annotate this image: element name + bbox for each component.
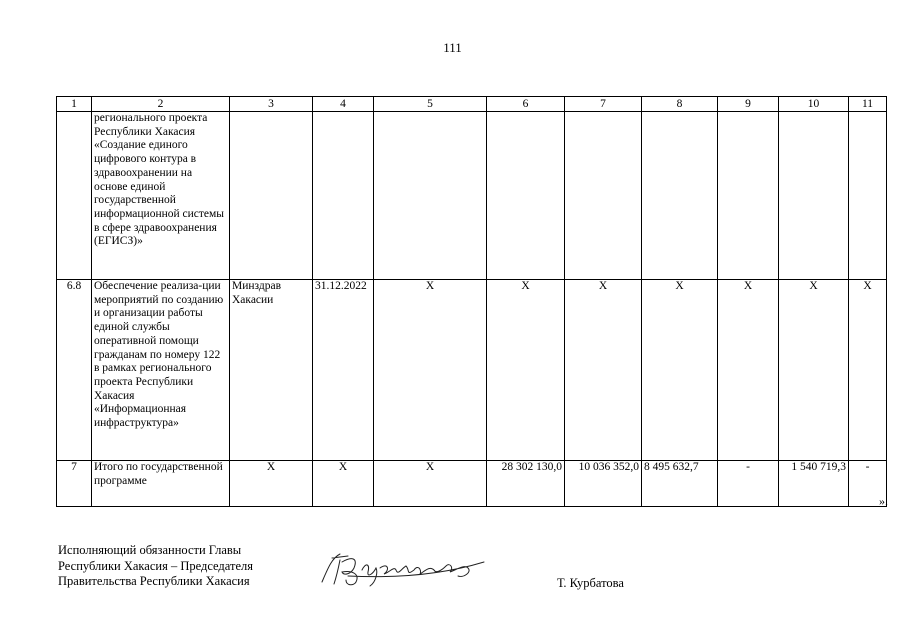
table-cell [849, 112, 887, 280]
header-cell: 9 [718, 97, 779, 112]
table-row [57, 461, 887, 507]
table-cell: - [849, 461, 887, 507]
position-line: Правительства Республики Хакасия [58, 574, 250, 588]
table-cell [487, 112, 565, 280]
header-cell: 3 [230, 97, 313, 112]
table-cell: X [230, 461, 313, 507]
table-cell: Обеспечение реализа-ции мероприятий по созданию и организации работы единой службы оперативной помощи гражданам по номеру 122 в рамках регионального проекта Республики Хакасия «Информационная инфраструктура» [92, 280, 230, 461]
table-cell: 10 036 352,0 [565, 461, 642, 507]
signatory-name: Т. Курбатова [557, 576, 624, 590]
signatory-position [58, 543, 253, 590]
table-row [57, 280, 887, 461]
table-cell: X [718, 280, 779, 461]
header-cell: 8 [642, 97, 718, 112]
table-cell: 31.12.2022 [313, 280, 374, 461]
table-cell: 7 [57, 461, 92, 507]
table-cell [57, 112, 92, 280]
header-row [57, 97, 887, 112]
table-cell [374, 112, 487, 280]
closing-quote: ». [879, 494, 888, 508]
table-cell: X [374, 280, 487, 461]
table-cell [565, 112, 642, 280]
table-cell [230, 112, 313, 280]
table-cell: 6.8 [57, 280, 92, 461]
handwritten-signature [318, 548, 488, 590]
header-cell: 2 [92, 97, 230, 112]
table-cell [718, 112, 779, 280]
table-cell: X [849, 280, 887, 461]
table-cell: X [313, 461, 374, 507]
header-cell: 11 [849, 97, 887, 112]
page-number: 111 [443, 40, 462, 55]
header-cell: 6 [487, 97, 565, 112]
position-line: Республики Хакасия – Председателя [58, 558, 254, 573]
table-cell: - [718, 461, 779, 507]
table-row [57, 112, 887, 280]
table-cell: регионального проекта Республики Хакасия «Создание единого цифрового контура в здравоохранении на основе единой государственной информационной системы в сфере здравоохранения (ЕГИСЗ)» [92, 112, 230, 280]
table-cell: X [642, 280, 718, 461]
header-cell: 5 [374, 97, 487, 112]
table-cell: 28 302 130,0 [487, 461, 565, 507]
table-cell: Итого по государственной программе [92, 461, 230, 507]
table-cell: X [487, 280, 565, 461]
header-cell: 7 [565, 97, 642, 112]
table-cell: X [374, 461, 487, 507]
table-cell [779, 112, 849, 280]
table-cell: Минздрав Хакасии [230, 280, 313, 461]
header-cell: 1 [57, 97, 92, 112]
header-cell: 4 [313, 97, 374, 112]
table-cell: X [565, 280, 642, 461]
table-cell: 1 540 719,3 [779, 461, 849, 507]
table-cell: X [779, 280, 849, 461]
header-cell: 10 [779, 97, 849, 112]
position-line: Исполняющий обязанности Главы [58, 543, 242, 557]
table-cell [642, 112, 718, 280]
table-cell: 8 495 632,7 [642, 461, 718, 507]
program-table [56, 96, 887, 507]
table-cell [313, 112, 374, 280]
